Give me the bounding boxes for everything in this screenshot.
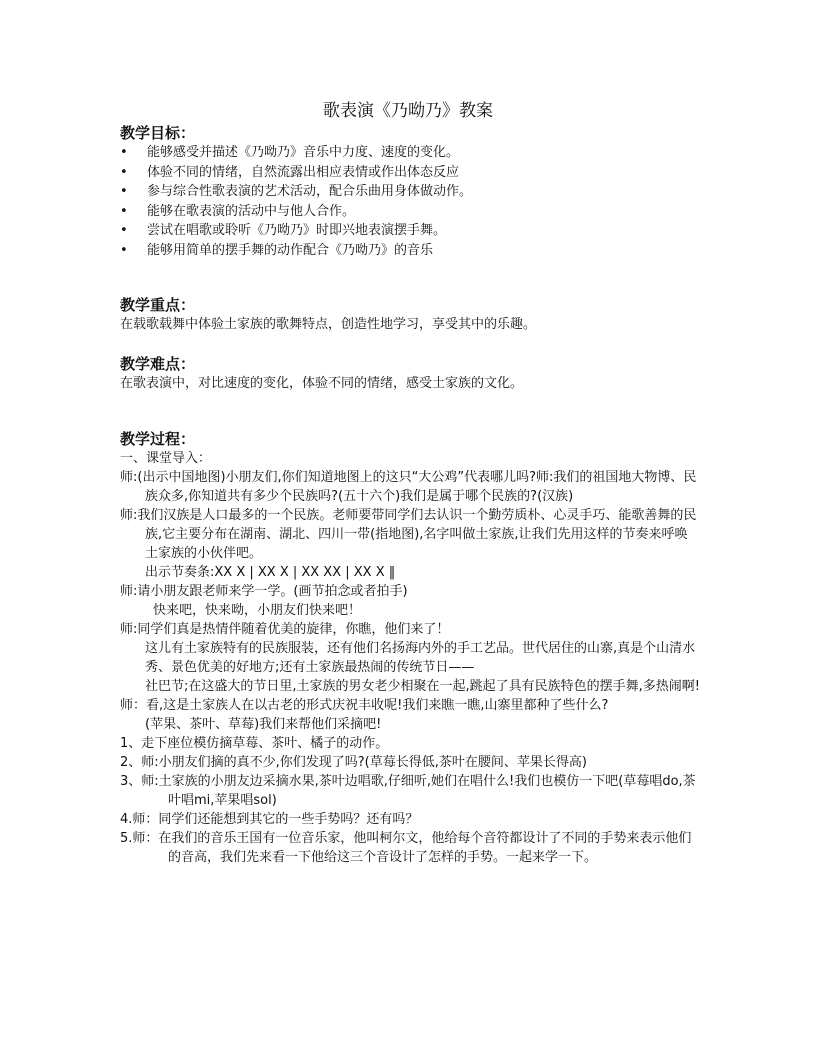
process-paragraph: 师：看,这是土家族人在以古老的形式庆祝丰收呢!我们来瞧一瞧,山寨里都种了些什么? [120, 698, 609, 713]
process-paragraph: 这儿有土家族特有的民族服装，还有他们名扬海内外的手工艺品。世代居住的山寨,真是个山清水秀、景色优美的好地方;还有土家族最热闹的传统节日—— [145, 641, 696, 675]
list-item: • 能够感受并描述《乃呦乃》音乐中力度、速度的变化。 [120, 143, 700, 163]
chant-line: 快来吧，快来呦，小朋友们快来吧！ [153, 603, 362, 618]
process-paragraph: 师:我们汉族是人口最多的一个民族。老师要带同学们去认识一个勤劳质朴、心灵手巧、能歌善舞的民族,它主要分布在湖南、湖北、四川一带(指地图),名字叫做土家族,让我们先用这样的节奏来呼唤土家族的小伙伴吧。 [120, 508, 697, 561]
process-paragraph: 师:请小朋友跟老师来学一学。(画节拍念或者拍手) [120, 584, 408, 599]
document-title: 歌表演《乃呦乃》教案 [323, 101, 493, 121]
list-item: • 体验不同的情绪，自然流露出相应表情或作出体态反应 [120, 163, 700, 183]
process-step: 4.师：同学们还能想到其它的一些手势吗？还有吗？ [120, 812, 419, 827]
key-points-heading: 教学重点： [120, 296, 196, 314]
list-item: • 参与综合性歌表演的艺术活动，配合乐曲用身体做动作。 [120, 182, 700, 202]
list-item: • 能够用简单的摆手舞的动作配合《乃呦乃》的音乐 [120, 241, 700, 261]
process-paragraph: 师:(出示中国地图)小朋友们,你们知道地图上的这只“大公鸡”代表哪儿吗?师:我们的祖国地大物博、民族众多,你知道共有多少个民族吗?(五十六个)我们是属于哪个民族的?(汉族) [120, 470, 697, 504]
process-step: 1、走下座位模仿摘草莓、茶叶、橘子的动作。 [120, 736, 389, 751]
list-item: • 尝试在唱歌或聆听《乃呦乃》时即兴地表演摆手舞。 [120, 221, 700, 241]
objectives-list [120, 143, 700, 260]
process-intro: 一、课堂导入： [120, 451, 212, 466]
rhythm-line: 出示节奏条:XX X | XX X | XX XX | XX X ‖ [145, 565, 396, 580]
difficulties-heading: 教学难点： [120, 355, 196, 373]
process-paragraph: (苹果、茶叶、草莓)我们来帮他们采摘吧! [145, 717, 382, 732]
process-paragraph: 师:同学们真是热情伴随着优美的旋律，你瞧，他们来了！ [120, 622, 450, 637]
list-item: • 能够在歌表演的活动中与他人合作。 [120, 202, 700, 222]
objectives-heading: 教学目标： [120, 124, 196, 142]
difficulties-text: 在歌表演中，对比速度的变化，体验不同的情绪，感受土家族的文化。 [120, 376, 524, 391]
process-step: 5.师：在我们的音乐王国有一位音乐家，他叫柯尔文，他给每个音符都设计了不同的手势来表示他们的音高，我们先来看一下他给这三个音设计了怎样的手势。一起来学一下。 [120, 831, 692, 865]
process-step: 2、师:小朋友们摘的真不少,你们发现了吗?(草莓长得低,茶叶在腰间、苹果长得高) [120, 755, 587, 770]
process-paragraph: 社巴节;在这盛大的节日里,土家族的男女老少相聚在一起,跳起了具有民族特色的摆手舞,多热闹啊! [145, 679, 700, 694]
process-body [120, 449, 700, 867]
key-points-text: 在载歌载舞中体验土家族的歌舞特点，创造性地学习，享受其中的乐趣。 [120, 317, 537, 332]
process-step: 3、师:土家族的小朋友边采摘水果,茶叶边唱歌,仔细听,她们在唱什么!我们也模仿一下吧(草莓唱do,茶叶唱mi,苹果唱sol) [120, 774, 696, 808]
process-heading: 教学过程： [120, 430, 196, 448]
